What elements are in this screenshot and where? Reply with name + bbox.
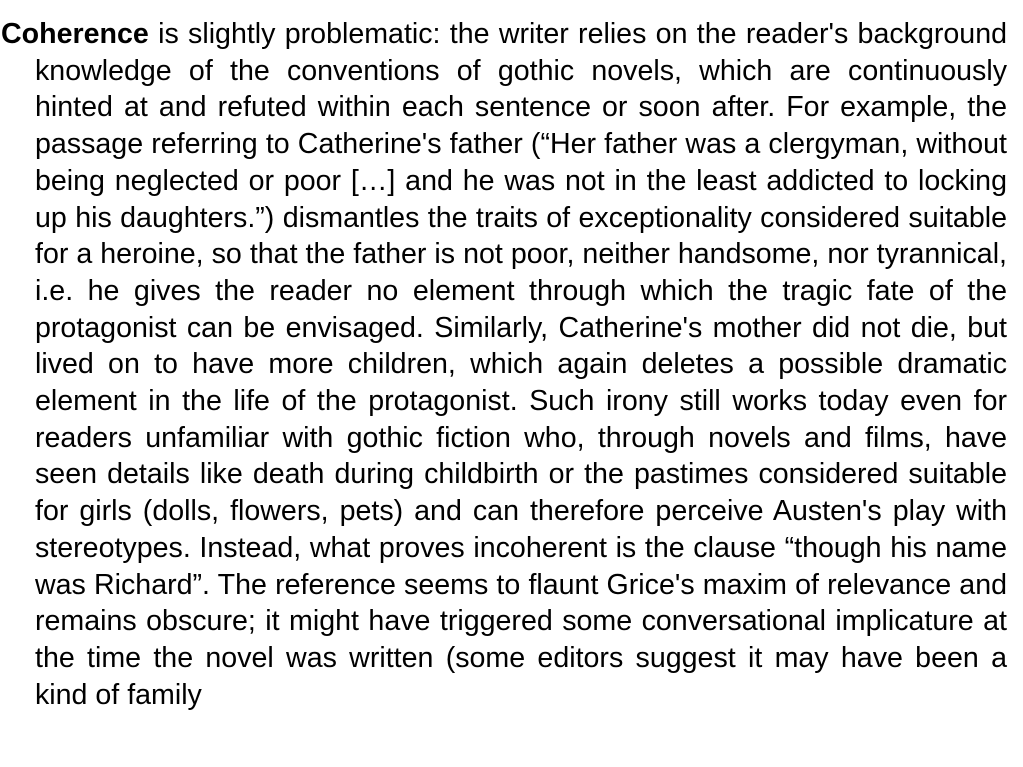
paragraph-body: is slightly problematic: the writer relies on the reader's background knowledge of the conventions of gothic novels, which are continuously hinted at and refuted within each sentence or soon after. For example, the passage referring to Catherine's father (“Her father was a clergyman, without being neglected or poor […] and he was not in the least addicted to locking up his daughters.”) dismantles the traits of exceptionality considered suitable for a heroine, so that the father is not poor, neither handsome, nor tyrannical, i.e. he gives the reader no element through which the tragic fate of the protagonist can be envisaged. Similarly, Catherine's mother did not die, but lived on to have more children, which again deletes a possible dramatic element in the life of the protagonist. Such irony still works today even for readers unfamiliar with gothic fiction who, through novels and films, have seen details like death during childbirth or the pastimes considered suitable for girls (dolls, flowers, pets) and can therefore perceive Austen's play with stereotypes. Instead, what proves incoherent is the clause “though his name was Richard”. The reference seems to flaunt Grice's maxim of relevance and remains obscure; it might have triggered some conversational implicature at the time the novel was written (some editors suggest it may have been a kind of family: [35, 18, 1007, 711]
coherence-paragraph: [1, 16, 1007, 713]
term-coherence: Coherence: [1, 18, 149, 50]
